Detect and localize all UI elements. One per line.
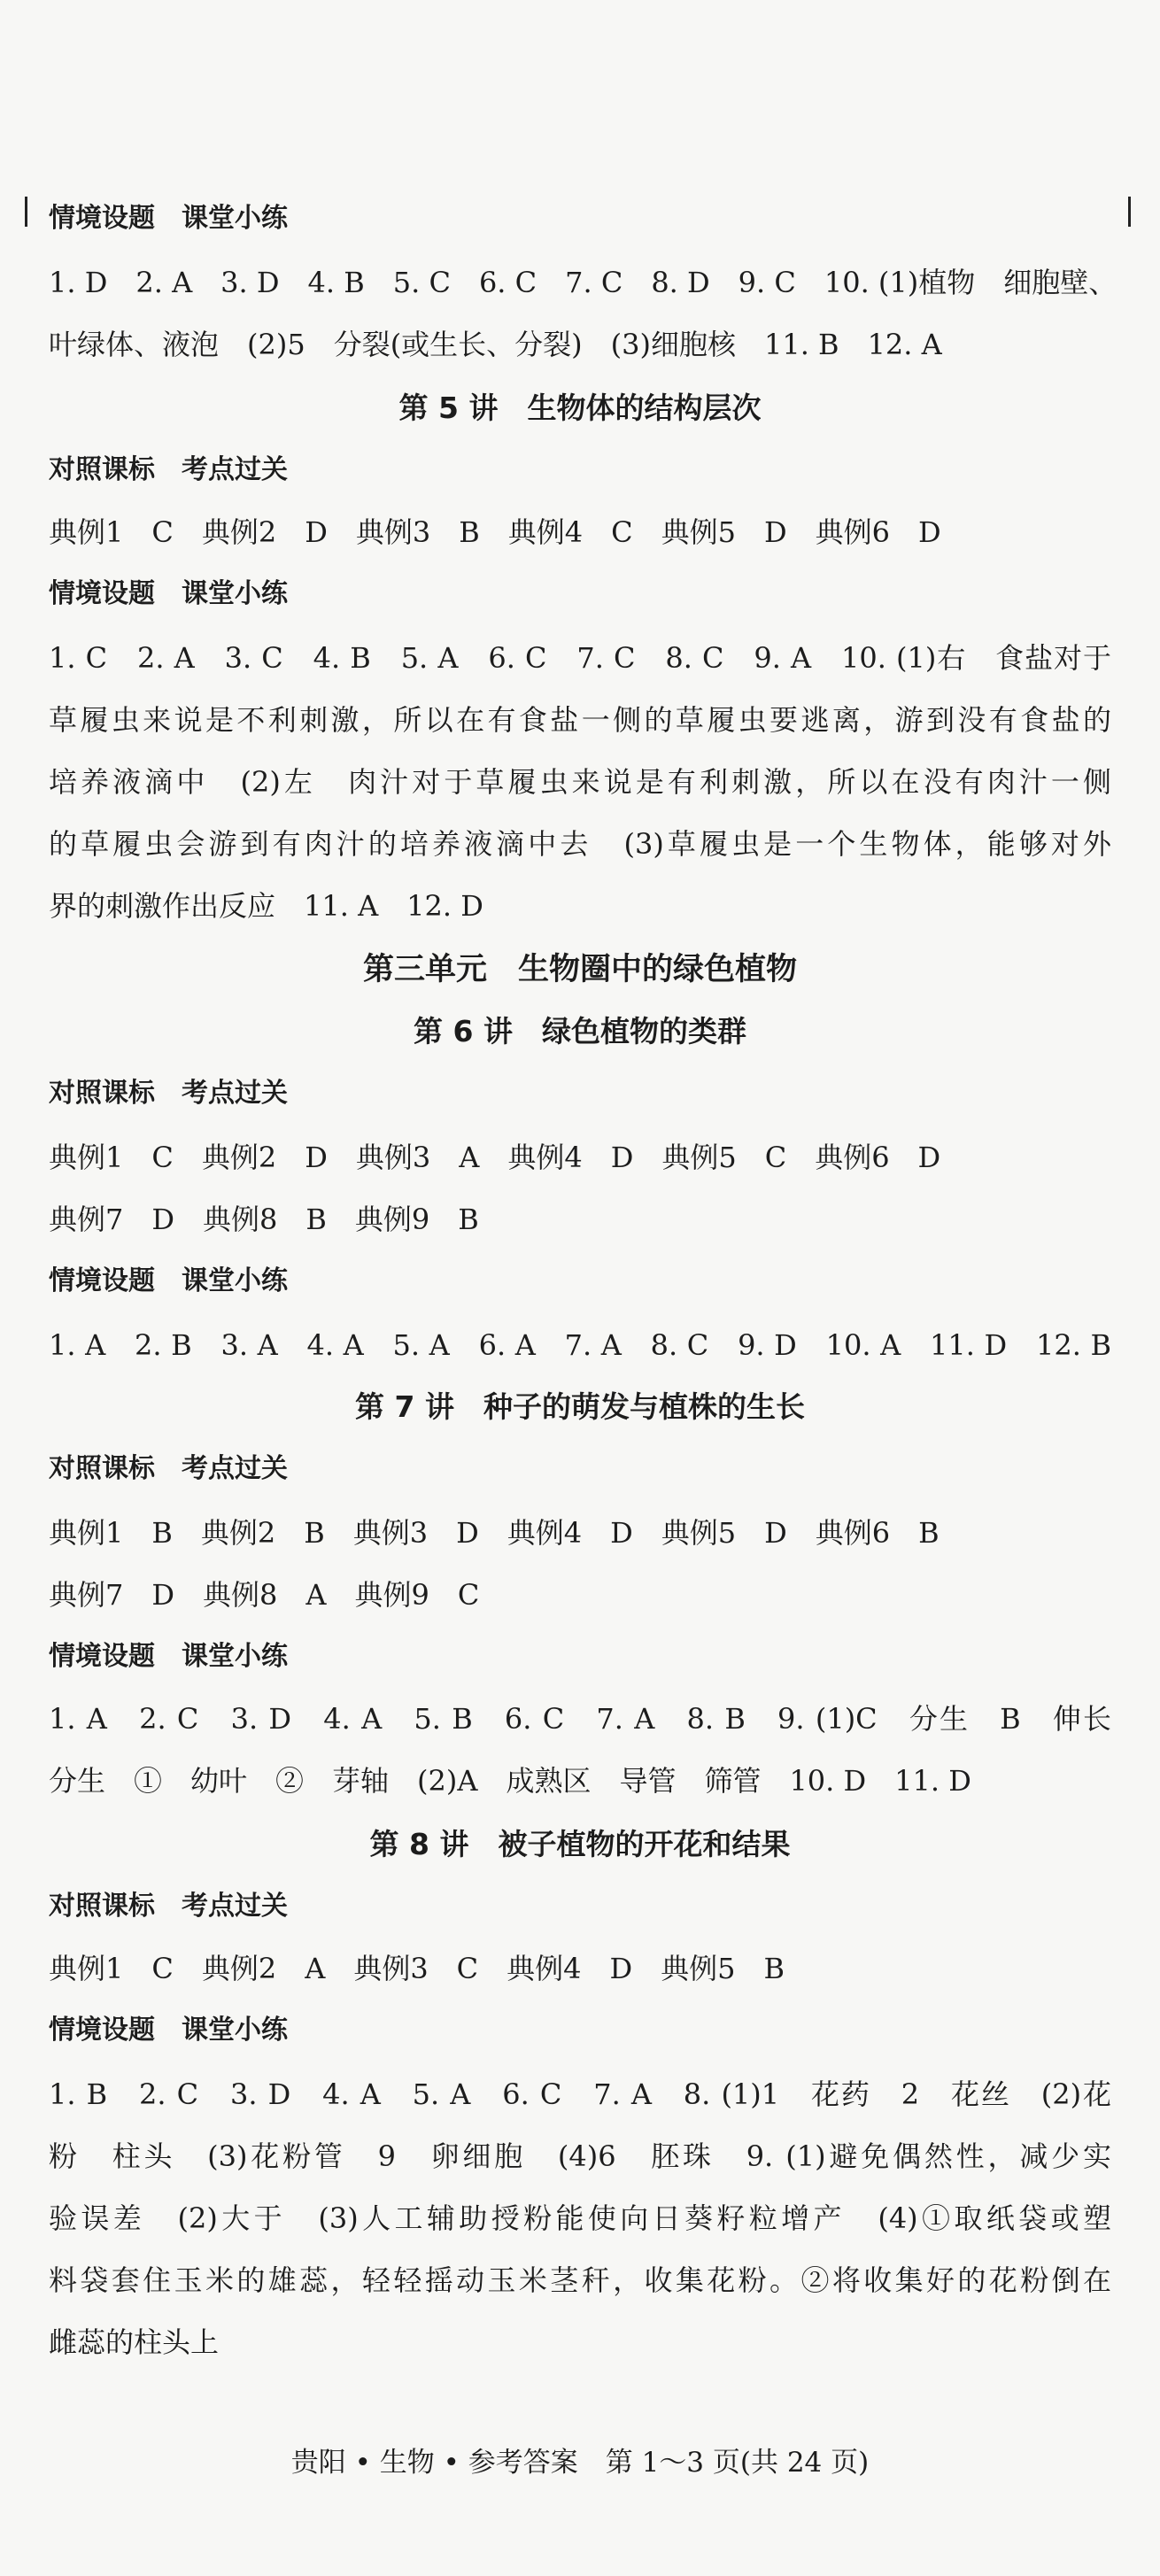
line-32: 验误差 (2)大于 (3)人工辅助授粉能使向日葵籽粒增产 (4)①取纸袋或塑 — [49, 2201, 1111, 2235]
line-27: 对照课标 考点过关 — [49, 1891, 288, 1922]
line-10: 的草履虫会游到有肉汁的培养液滴中去 (3)草履虫是一个生物体，能够对外 — [49, 827, 1111, 861]
line-5: 典例1 C 典例2 D 典例3 B 典例4 C 典例5 D 典例6 D — [49, 515, 941, 549]
margin-mark-right — [1128, 197, 1131, 227]
line-0: 情境设题 课堂小练 — [49, 203, 288, 234]
page-footer: 贵阳 • 生物 • 参考答案 第 1～3 页(共 24 页) — [290, 2447, 870, 2479]
line-18: 1. A 2. B 3. A 4. A 5. A 6. A 7. A 8. C 9. D 10. A 11. D 12. B — [49, 1328, 1111, 1362]
line-6: 情境设题 课堂小练 — [49, 578, 288, 609]
line-15: 典例1 C 典例2 D 典例3 A 典例4 D 典例5 C 典例6 D — [49, 1141, 941, 1174]
line-14: 对照课标 考点过关 — [49, 1078, 288, 1109]
line-31: 粉 柱头 (3)花粉管 9 卵细胞 (4)6 胚珠 9. (1)避免偶然性，减少实 — [49, 2139, 1111, 2173]
line-9: 培养液滴中 (2)左 肉汁对于草履虫来说是有利刺激，所以在没有肉汁一侧 — [49, 765, 1111, 799]
line-1: 1. D 2. A 3. D 4. B 5. C 6. C 7. C 8. D 9. C 10. (1)植物 细胞壁、 — [49, 266, 1117, 299]
line-25: 分生 ① 幼叶 ② 芽轴 (2)A 成熟区 导管 筛管 10. D 11. D — [49, 1764, 971, 1798]
heading-unit-3: 第三单元 生物圈中的绿色植物 — [362, 952, 797, 987]
line-30: 1. B 2. C 3. D 4. A 5. A 6. C 7. A 8. (1)1 花药 2 花丝 (2)花 — [49, 2077, 1111, 2111]
line-28: 典例1 C 典例2 A 典例3 C 典例4 D 典例5 B — [49, 1952, 785, 1985]
line-17: 情境设题 课堂小练 — [49, 1265, 288, 1296]
heading-lecture-7: 第 7 讲 种子的萌发与植株的生长 — [355, 1389, 805, 1424]
line-4: 对照课标 考点过关 — [49, 454, 288, 485]
line-2: 叶绿体、液泡 (2)5 分裂(或生长、分裂) (3)细胞核 11. B 12. A — [49, 328, 942, 361]
line-34: 雌蕊的柱头上 — [49, 2325, 220, 2359]
heading-lecture-5: 第 5 讲 生物体的结构层次 — [398, 391, 762, 425]
heading-lecture-6: 第 6 讲 绿色植物的类群 — [414, 1014, 746, 1048]
line-11: 界的刺激作出反应 11. A 12. D — [49, 889, 483, 923]
line-7: 1. C 2. A 3. C 4. B 5. A 6. C 7. C 8. C 9. A 10. (1)右 食盐对于 — [49, 641, 1111, 675]
line-22: 典例7 D 典例8 A 典例9 C — [49, 1578, 480, 1612]
margin-mark-left — [25, 197, 27, 227]
heading-lecture-8: 第 8 讲 被子植物的开花和结果 — [369, 1827, 791, 1861]
line-23: 情境设题 课堂小练 — [49, 1641, 288, 1672]
line-21: 典例1 B 典例2 B 典例3 D 典例4 D 典例5 D 典例6 B — [49, 1516, 940, 1550]
line-29: 情境设题 课堂小练 — [49, 2015, 288, 2046]
line-8: 草履虫来说是不利刺激，所以在有食盐一侧的草履虫要逃离，游到没有食盐的 — [49, 703, 1111, 737]
line-33: 料袋套住玉米的雄蕊，轻轻摇动玉米茎秆，收集花粉。②将收集好的花粉倒在 — [49, 2263, 1111, 2297]
line-16: 典例7 D 典例8 B 典例9 B — [49, 1203, 479, 1236]
line-24: 1. A 2. C 3. D 4. A 5. B 6. C 7. A 8. B 9. (1)C 分生 B 伸长 — [49, 1702, 1111, 1736]
line-20: 对照课标 考点过关 — [49, 1453, 288, 1484]
